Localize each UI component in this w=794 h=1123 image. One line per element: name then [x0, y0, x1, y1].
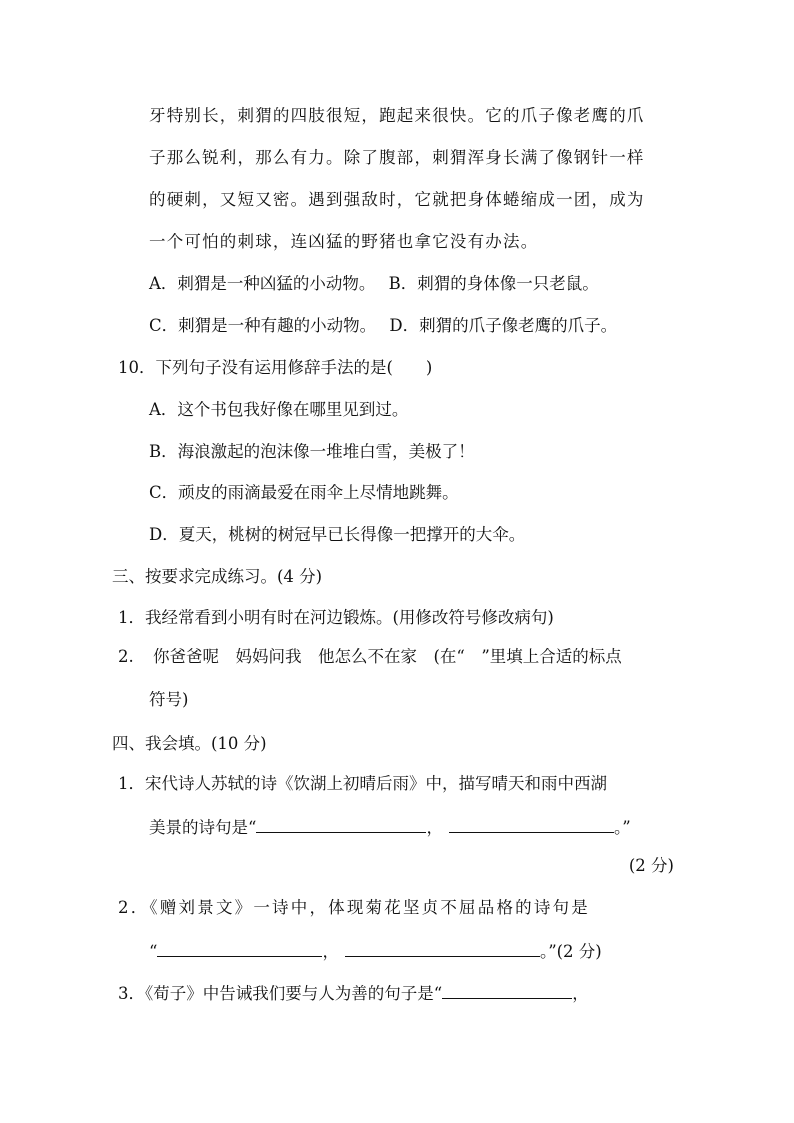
s4-q1-comma: ，: [426, 818, 443, 837]
s4-q3-text: 3．《荀子》中告诫我们要与人为善的句子是“: [118, 984, 443, 1003]
q10-option-c: C．顽皮的雨滴最爱在雨伞上尽情地跳舞。: [149, 483, 459, 502]
s4-q2-open-quote: “: [149, 942, 158, 961]
s4-q2-blank-2[interactable]: [345, 938, 540, 957]
q10-option-a: A．这个书包我好像在哪里见到过。: [149, 400, 409, 419]
s3-question-2: [118, 645, 622, 669]
s4-question-2-line-2: [149, 938, 602, 964]
s4-q1-blank-1[interactable]: [256, 814, 426, 833]
passage-line-3: 的硬刺，又短又密。遇到强敌时，它就把身体蜷缩成一团，成为: [149, 190, 645, 209]
s3-question-2-text: 你爸爸呢 妈妈问我 他怎么不在家 (在“ ”里填上合适的标点: [153, 647, 622, 666]
s3-question-2-continued: 符号): [149, 690, 189, 709]
passage-line-1: 牙特别长，刺猬的四肢很短，跑起来很快。它的爪子像老鹰的爪: [149, 106, 645, 125]
s4-q2-end: 。”(2 分): [539, 942, 602, 961]
q9-option-d: D．刺猬的爪子像老鹰的爪子。: [389, 316, 618, 335]
q10-stem: 10．下列句子没有运用修辞手法的是( ): [118, 358, 433, 377]
s4-q3-blank-1[interactable]: [442, 980, 572, 999]
q10-option-d: D．夏天，桃树的树冠早已长得像一把撑开的大伞。: [149, 525, 526, 544]
s4-question-3-line-1: [118, 980, 589, 1006]
q9-option-b: B．刺猬的身体像一只老鼠。: [388, 274, 599, 293]
q9-options-row-2: [149, 314, 617, 338]
s4-question-1-line-2: [149, 814, 631, 840]
s4-q3-comma: ，: [572, 984, 589, 1003]
passage-line-2: 子那么锐利，那么有力。除了腹部，刺猬浑身长满了像钢针一样: [149, 148, 645, 167]
s4-q2-blank-1[interactable]: [157, 938, 322, 957]
s3-question-1: 1．我经常看到小明有时在河边锻炼。(用修改符号修改病句): [118, 608, 554, 627]
q9-options-row-1: [149, 272, 599, 296]
s4-question-2-line-1: 2．《赠刘景文》一诗中，体现菊花坚贞不屈品格的诗句是: [118, 898, 590, 917]
s4-q1-points: (2 分): [628, 856, 674, 875]
q10-option-b: B．海浪激起的泡沫像一堆堆白雪，美极了！: [149, 442, 475, 461]
s4-q1-blank-2[interactable]: [449, 814, 614, 833]
s4-question-1-line-1: 1．宋代诗人苏轼的诗《饮湖上初晴后雨》中，描写晴天和雨中西湖: [118, 774, 607, 793]
q9-option-c: C．刺猬是一种有趣的小动物。: [149, 316, 377, 335]
s4-q1-prefix: 美景的诗句是“: [149, 818, 257, 837]
s4-q1-end: 。”: [613, 818, 631, 837]
q9-option-a: A．刺猬是一种凶猛的小动物。: [149, 274, 376, 293]
passage-line-4: 一个可怕的刺球，连凶猛的野猪也拿它没有办法。: [149, 232, 539, 251]
section-3-title: 三、按要求完成练习。(4 分): [112, 567, 323, 586]
s3-question-2-number: 2.: [118, 647, 134, 666]
s4-q2-comma: ，: [322, 942, 339, 961]
section-4-title: 四、我会填。(10 分): [112, 734, 267, 753]
